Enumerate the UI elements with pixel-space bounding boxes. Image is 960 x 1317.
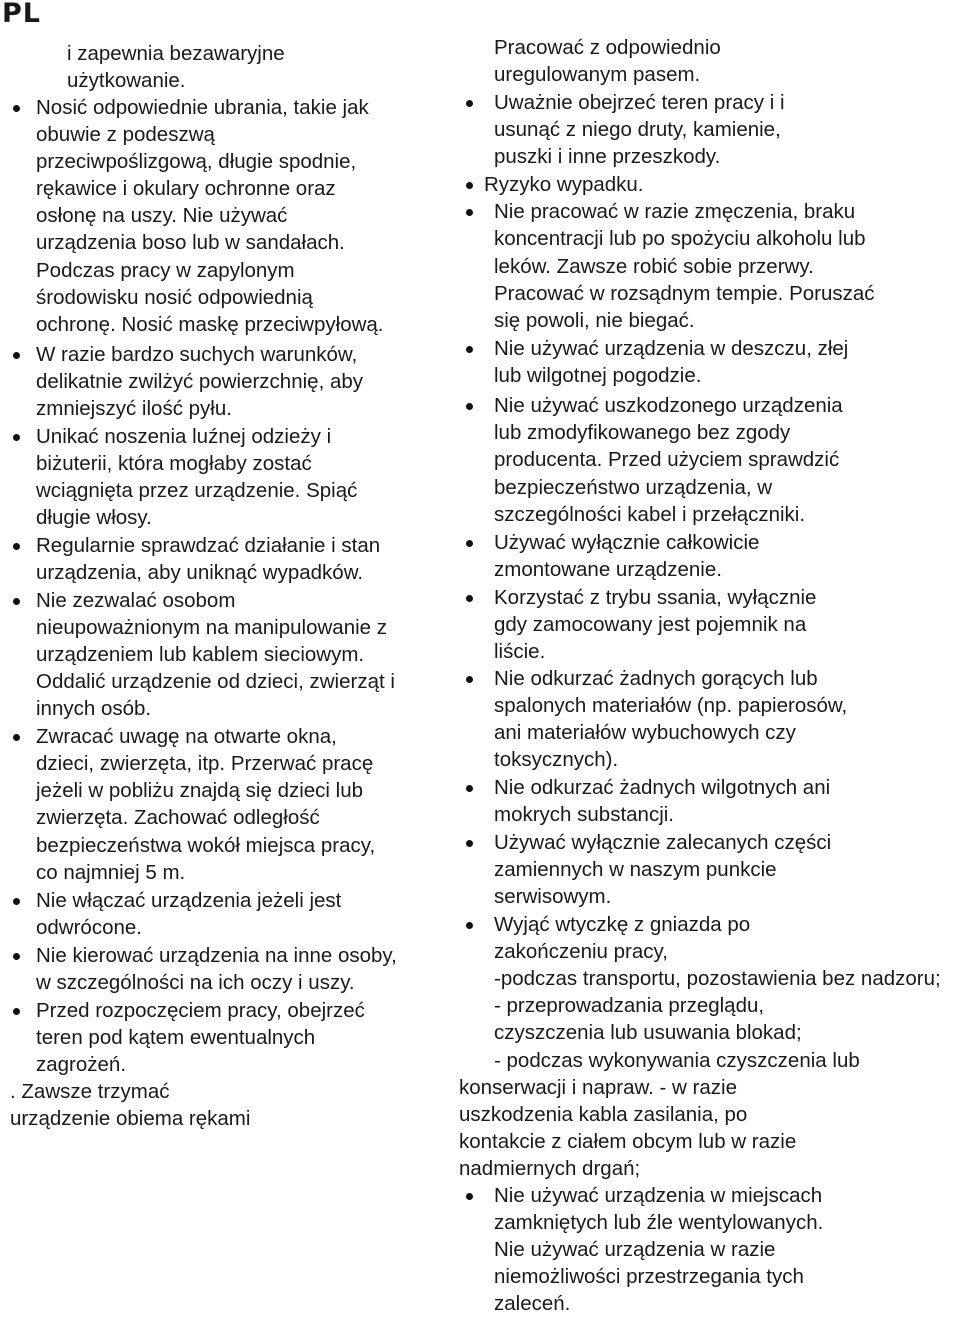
text-line: Oddalić urządzenie od dzieci, zwierząt i — [36, 670, 395, 693]
text-line: czyszczenia lub usuwania blokad; — [494, 1021, 802, 1044]
text-line: innych osób. — [36, 697, 152, 720]
bullet-icon — [466, 1193, 473, 1200]
text-line: Nie kierować urządzenia na inne osoby, — [36, 944, 397, 967]
text-line: Nie używać urządzenia w miejscach — [494, 1184, 823, 1207]
text-line: Używać wyłącznie zalecanych części — [494, 831, 832, 854]
text-line: lub wilgotnej pogodzie. — [494, 364, 702, 387]
language-code: PL — [2, 0, 41, 29]
text-line: delikatnie zwilżyć powierzchnię, aby — [36, 370, 364, 393]
bullet-icon — [466, 209, 473, 216]
text-line: nadmiernych drgań; — [459, 1157, 641, 1180]
bullet-icon — [13, 598, 20, 605]
text-line: niemożliwości przestrzegania tych — [494, 1265, 804, 1288]
text-line: uregulowanym pasem. — [494, 63, 701, 86]
text-line: ani materiałów wybuchowych czy — [494, 721, 796, 744]
text-line: Nie pracować w razie zmęczenia, braku — [494, 200, 856, 223]
text-line: Nie używać urządzenia w deszczu, złej — [494, 337, 849, 360]
text-line: zaleceń. — [494, 1292, 571, 1315]
text-line: bezpieczeństwa wokół miejsca pracy, — [36, 834, 376, 857]
text-line: Nie włączać urządzenia jeżeli jest — [36, 889, 342, 912]
text-line: zmontowane urządzenie. — [494, 558, 722, 581]
bullet-icon — [13, 734, 20, 741]
text-line: jeżeli w pobliżu znajdą się dzieci lub — [36, 779, 364, 802]
text-line: zagrożeń. — [36, 1053, 127, 1076]
bullet-icon — [466, 785, 473, 792]
text-line: lub zmodyfikowanego bez zgody — [494, 421, 791, 444]
text-line: usunąć z niego druty, kamienie, — [494, 118, 781, 141]
text-line: Nie odkurzać żadnych wilgotnych ani — [494, 776, 831, 799]
text-line: mokrych substancji. — [494, 803, 675, 826]
text-line: szczególności kabel i przełączniki. — [494, 503, 806, 526]
text-line: obuwie z podeszwą — [36, 123, 215, 146]
bullet-icon — [466, 595, 473, 602]
text-line: koncentracji lub po spożyciu alkoholu lub — [494, 227, 866, 250]
text-line: liście. — [494, 640, 546, 663]
text-line: spalonych materiałów (np. papierosów, — [494, 694, 848, 717]
text-line: leków. Zawsze robić sobie przerwy. — [494, 255, 814, 278]
text-line: w szczególności na ich oczy i uszy. — [36, 971, 355, 994]
bullet-icon — [13, 898, 20, 905]
text-line: ochronę. Nosić maskę przeciwpyłową. — [36, 313, 384, 336]
text-line: Używać wyłącznie całkowicie — [494, 531, 760, 554]
text-line: -podczas transportu, pozostawienia bez nadzoru; — [494, 967, 941, 990]
text-line: Nosić odpowiednie ubrania, takie jak — [36, 96, 369, 119]
text-line: . Zawsze trzymać — [10, 1080, 170, 1103]
text-line: Wyjąć wtyczkę z gniazda po — [494, 913, 751, 936]
text-line: gdy zamocowany jest pojemnik na — [494, 613, 807, 636]
text-line: zmniejszyć ilość pyłu. — [36, 397, 232, 420]
text-line: biżuterii, która mogłaby zostać — [36, 452, 312, 475]
text-line: rękawice i okulary ochronne oraz — [36, 177, 336, 200]
text-line: zakończeniu pracy, — [494, 940, 668, 963]
text-line: osłonę na uszy. Nie używać — [36, 204, 288, 227]
bullet-icon — [466, 346, 473, 353]
text-line: serwisowym. — [494, 885, 612, 908]
text-line: urządzenie obiema rękami — [10, 1107, 251, 1130]
text-line: Ryzyko wypadku. — [484, 173, 644, 196]
text-line: Przed rozpoczęciem pracy, obejrzeć — [36, 999, 365, 1022]
bullet-icon — [13, 953, 20, 960]
text-line: Regularnie sprawdzać działanie i stan — [36, 534, 381, 557]
text-line: Nie używać urządzenia w razie — [494, 1238, 776, 1261]
bullet-icon — [13, 434, 20, 441]
bullet-icon — [13, 543, 20, 550]
text-line: zamiennych w naszym punkcie — [494, 858, 777, 881]
text-line: dzieci, zwierzęta, itp. Przerwać pracę — [36, 752, 374, 775]
text-line: zwierzęta. Zachować odległość — [36, 806, 320, 829]
text-line: - podczas wykonywania czyszczenia lub — [494, 1049, 860, 1072]
text-line: długie włosy. — [36, 506, 152, 529]
text-line: nieupoważnionym na manipulowanie z — [36, 616, 387, 639]
text-line: urządzeniem lub kablem sieciowym. — [36, 643, 365, 666]
text-line: puszki i inne przeszkody. — [494, 145, 721, 168]
text-line: Podczas pracy w zapylonym — [36, 259, 295, 282]
text-line: Korzystać z trybu ssania, wyłącznie — [494, 586, 817, 609]
text-line: Zwracać uwagę na otwarte okna, — [36, 725, 337, 748]
text-line: przeciwpoślizgową, długie spodnie, — [36, 150, 357, 173]
text-line: konserwacji i napraw. - w razie — [459, 1076, 737, 1099]
text-line: Pracować z odpowiednio — [494, 36, 721, 59]
text-line: Unikać noszenia luźnej odzieży i — [36, 425, 332, 448]
text-line: - przeprowadzania przeglądu, — [494, 994, 765, 1017]
text-line: wciągnięta przez urządzenie. Spiąć — [36, 479, 358, 502]
bullet-icon — [466, 182, 473, 189]
text-line: i zapewnia bezawaryjne — [67, 42, 285, 65]
text-line: środowisku nosić odpowiednią — [36, 286, 313, 309]
bullet-icon — [466, 540, 473, 547]
text-line: odwrócone. — [36, 916, 142, 939]
bullet-icon — [13, 1008, 20, 1015]
text-line: Nie używać uszkodzonego urządzenia — [494, 394, 843, 417]
text-line: się powoli, nie biegać. — [494, 309, 695, 332]
bullet-icon — [13, 105, 20, 112]
text-line: teren pod kątem ewentualnych — [36, 1026, 316, 1049]
text-line: Nie zezwalać osobom — [36, 589, 236, 612]
text-line: urządzenia, aby uniknąć wypadków. — [36, 561, 364, 584]
text-line: W razie bardzo suchych warunków, — [36, 343, 358, 366]
bullet-icon — [466, 403, 473, 410]
text-line: toksycznych). — [494, 748, 619, 771]
bullet-icon — [13, 352, 20, 359]
text-line: kontakcie z ciałem obcym lub w razie — [459, 1130, 797, 1153]
bullet-icon — [466, 676, 473, 683]
text-line: zamkniętych lub źle wentylowanych. — [494, 1211, 824, 1234]
text-line: bezpieczeństwo urządzenia, w — [494, 476, 773, 499]
bullet-icon — [466, 100, 473, 107]
bullet-icon — [466, 840, 473, 847]
text-line: co najmniej 5 m. — [36, 861, 186, 884]
text-line: Uważnie obejrzeć teren pracy i i — [494, 91, 785, 114]
text-line: użytkowanie. — [67, 69, 186, 92]
text-line: Pracować w rozsądnym tempie. Poruszać — [494, 282, 875, 305]
bullet-icon — [466, 922, 473, 929]
text-line: Nie odkurzać żadnych gorących lub — [494, 667, 818, 690]
text-line: urządzenia boso lub w sandałach. — [36, 231, 345, 254]
text-line: producenta. Przed użyciem sprawdzić — [494, 448, 840, 471]
text-line: uszkodzenia kabla zasilania, po — [459, 1103, 748, 1126]
